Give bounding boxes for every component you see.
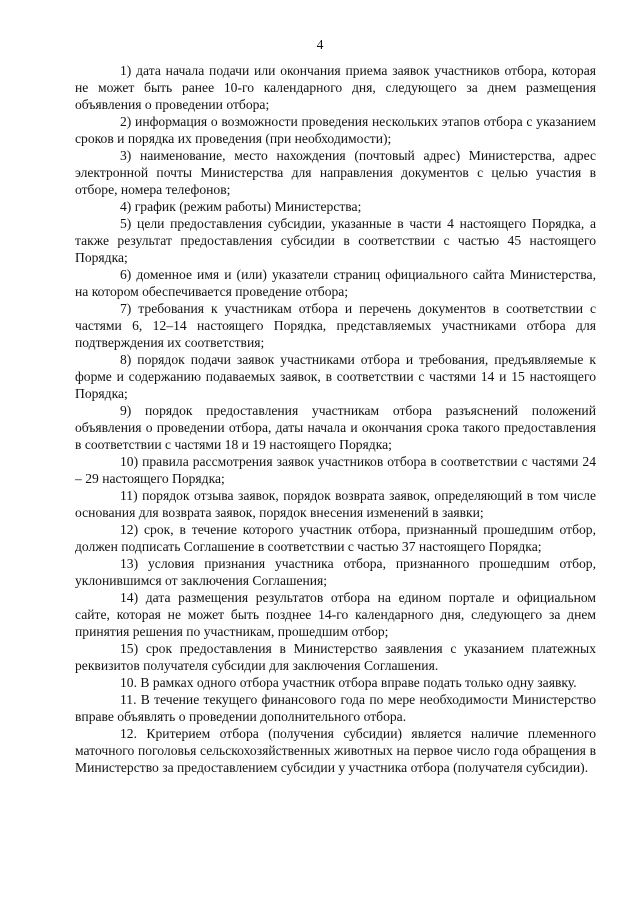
paragraph: 4) график (режим работы) Министерства;	[120, 199, 362, 214]
paragraph: 11. В течение текущего финансового года по мере необходимости Министерство вправе объявлять о проведении дополнительного отбора.	[75, 692, 596, 724]
paragraph: 9) порядок предоставления участникам отбора разъяснений положений объявления о проведении отбора, даты начала и окончания срока такого предоставления в соответствии с частями 18 и 19 настоящего Порядка;	[75, 403, 596, 452]
paragraph: 7) требования к участникам отбора и перечень документов в соответствии с частями 6, 12–14 настоящего Порядка, представляемых участниками отбора для подтверждения их соответствия;	[75, 301, 596, 350]
paragraph: 12. Критерием отбора (получения субсидии) является наличие племенного маточного поголовья сельскохозяйственных животных на первое число года обращения в Министерство за предоставлением субсидии у участника отбора (получателя субсидии).	[75, 726, 596, 775]
paragraph: 14) дата размещения результатов отбора на едином портале и официальном сайте, которая не может быть позднее 14-го календарного дня, следующего за днем принятия решения по участникам, прошедшим отбор;	[75, 590, 596, 639]
paragraph: 10. В рамках одного отбора участник отбора вправе подать только одну заявку.	[120, 675, 577, 690]
document-body	[75, 62, 596, 776]
paragraph: 8) порядок подачи заявок участниками отбора и требования, предъявляемые к форме и содержанию подаваемых заявок, в соответствии с частями 14 и 15 настоящего Порядка;	[75, 352, 596, 401]
page-number: 4	[316, 37, 324, 52]
paragraph: 11) порядок отзыва заявок, порядок возврата заявок, определяющий в том числе основания для возврата заявок, порядок внесения изменений в заявки;	[75, 488, 596, 520]
paragraph: 3) наименование, место нахождения (почтовый адрес) Министерства, адрес электронной почты Министерства для направления документов с целью участия в отборе, номера телефонов;	[75, 148, 596, 197]
paragraph: 10) правила рассмотрения заявок участников отбора в соответствии с частями 24 – 29 настоящего Порядка;	[75, 454, 596, 486]
paragraph: 12) срок, в течение которого участник отбора, признанный прошедшим отбор, должен подписать Соглашение в соответствии с частью 37 настоящего Порядка;	[75, 522, 596, 554]
paragraph: 5) цели предоставления субсидии, указанные в части 4 настоящего Порядка, а также результат предоставления субсидии в соответствии с частью 45 настоящего Порядка;	[75, 216, 596, 265]
paragraph: 15) срок предоставления в Министерство заявления с указанием платежных реквизитов получателя субсидии для заключения Соглашения.	[75, 641, 596, 673]
paragraph: 2) информация о возможности проведения нескольких этапов отбора с указанием сроков и порядка их проведения (при необходимости);	[75, 114, 596, 146]
paragraph: 1) дата начала подачи или окончания приема заявок участников отбора, которая не может быть ранее 10-го календарного дня, следующего за днем размещения объявления о проведении отбора;	[75, 63, 596, 112]
paragraph: 6) доменное имя и (или) указатели страниц официального сайта Министерства, на котором обеспечивается проведение отбора;	[75, 267, 596, 299]
paragraph: 13) условия признания участника отбора, признанного прошедшим отбор, уклонившимся от заключения Соглашения;	[75, 556, 596, 588]
